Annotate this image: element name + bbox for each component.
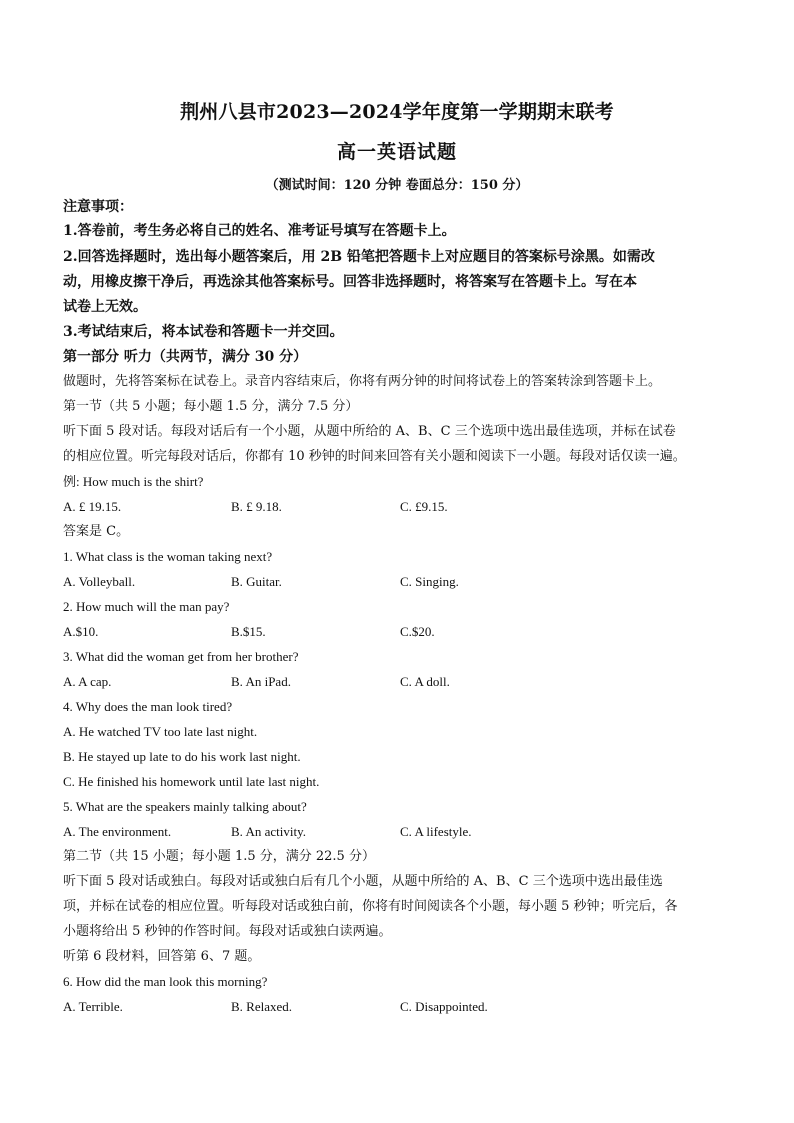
question-5-option-c: C. A lifestyle. <box>400 824 472 839</box>
exam-info: （测试时间：120 分钟 卷面总分：150 分） <box>265 178 529 193</box>
question-4-option-b: B. He stayed up late to do his work last night. <box>63 749 301 764</box>
notice-item-1: 1.答卷前，考生务必将自己的姓名、准考证号填写在答题卡上。 <box>63 223 456 239</box>
question-2-option-b: B.$15. <box>231 624 266 639</box>
section1-instructions-line-2: 的相应位置。听完每段对话后，你都有 10 秒钟的时间来回答有关小题和阅读下一小题。每段对话仅读一遍。 <box>63 449 686 464</box>
material-6-heading: 听第 6 段材料，回答第 6、7 题。 <box>63 949 261 964</box>
notice-item-2-line-2: 动，用橡皮擦干净后，再选涂其他答案标号。回答非选择题时，将答案写在答题卡上。写在本 <box>63 274 637 290</box>
question-3: 3. What did the woman get from her brother? <box>63 649 299 664</box>
question-1-option-a: A. Volleyball. <box>63 574 136 589</box>
question-6-option-b: B. Relaxed. <box>231 999 293 1014</box>
example-option-a: A. £ 19.15. <box>63 499 122 514</box>
question-4: 4. Why does the man look tired? <box>63 699 233 714</box>
question-1-option-b: B. Guitar. <box>231 574 282 589</box>
question-6-option-c: C. Disappointed. <box>400 999 488 1014</box>
example-question: 例: How much is the shirt? <box>63 474 204 489</box>
question-5-option-a: A. The environment. <box>63 824 172 839</box>
section2-instructions-line-1: 听下面 5 段对话或独白。每段对话或独白后有几个小题，从题中所给的 A、B、C 三个选项中选出最佳选 <box>63 874 663 889</box>
section2-heading: 第二节（共 15 小题；每小题 1.5 分，满分 22.5 分） <box>63 849 375 864</box>
exam-subtitle: 高一英语试题 <box>336 141 457 163</box>
section2-instructions-line-2: 项，并标在试卷的相应位置。听每段对话或独白前，你将有时间阅读各个小题，每小题 5 秒钟；听完后，各 <box>63 899 678 914</box>
example-option-c: C. £9.15. <box>400 499 448 514</box>
notice-heading: 注意事项： <box>63 199 133 215</box>
part1-heading: 第一部分 听力（共两节，满分 30 分） <box>63 349 308 365</box>
notice-item-2-line-3: 试卷上无效。 <box>63 299 147 315</box>
question-2-option-a: A.$10. <box>63 624 99 639</box>
question-1: 1. What class is the woman taking next? <box>63 549 273 564</box>
question-5: 5. What are the speakers mainly talking about? <box>63 799 307 814</box>
question-2: 2. How much will the man pay? <box>63 599 230 614</box>
part1-intro: 做题时，先将答案标在试卷上。录音内容结束后，你将有两分钟的时间将试卷上的答案转涂到答题卡上。 <box>63 374 662 389</box>
section1-instructions-line-1: 听下面 5 段对话。每段对话后有一个小题，从题中所给的 A、B、C 三个选项中选出最佳选项，并标在试卷 <box>63 424 676 439</box>
section1-heading: 第一节（共 5 小题；每小题 1.5 分，满分 7.5 分） <box>63 399 359 414</box>
question-5-option-b: B. An activity. <box>231 824 306 839</box>
question-1-option-c: C. Singing. <box>400 574 459 589</box>
question-2-option-c: C.$20. <box>400 624 435 639</box>
notice-item-3: 3.考试结束后，将本试卷和答题卡一并交回。 <box>63 324 344 340</box>
notice-item-2-line-1: 2.回答选择题时，选出每小题答案后，用 2B 铅笔把答题卡上对应题目的答案标号涂黑。如需改 <box>63 249 655 265</box>
question-4-option-a: A. He watched TV too late last night. <box>63 724 258 739</box>
example-answer: 答案是 C。 <box>63 524 130 539</box>
question-6: 6. How did the man look this morning? <box>63 974 268 989</box>
question-3-option-b: B. An iPad. <box>231 674 291 689</box>
question-3-option-a: A. A cap. <box>63 674 112 689</box>
question-6-option-a: A. Terrible. <box>63 999 123 1014</box>
example-option-b: B. £ 9.18. <box>231 499 282 514</box>
exam-title: 荆州八县市2023—2024学年度第一学期期末联考 <box>180 101 614 123</box>
section2-instructions-line-3: 小题将给出 5 秒钟的作答时间。每段对话或独白读两遍。 <box>63 924 392 939</box>
question-3-option-c: C. A doll. <box>400 674 450 689</box>
question-4-option-c: C. He finished his homework until late last night. <box>63 774 320 789</box>
